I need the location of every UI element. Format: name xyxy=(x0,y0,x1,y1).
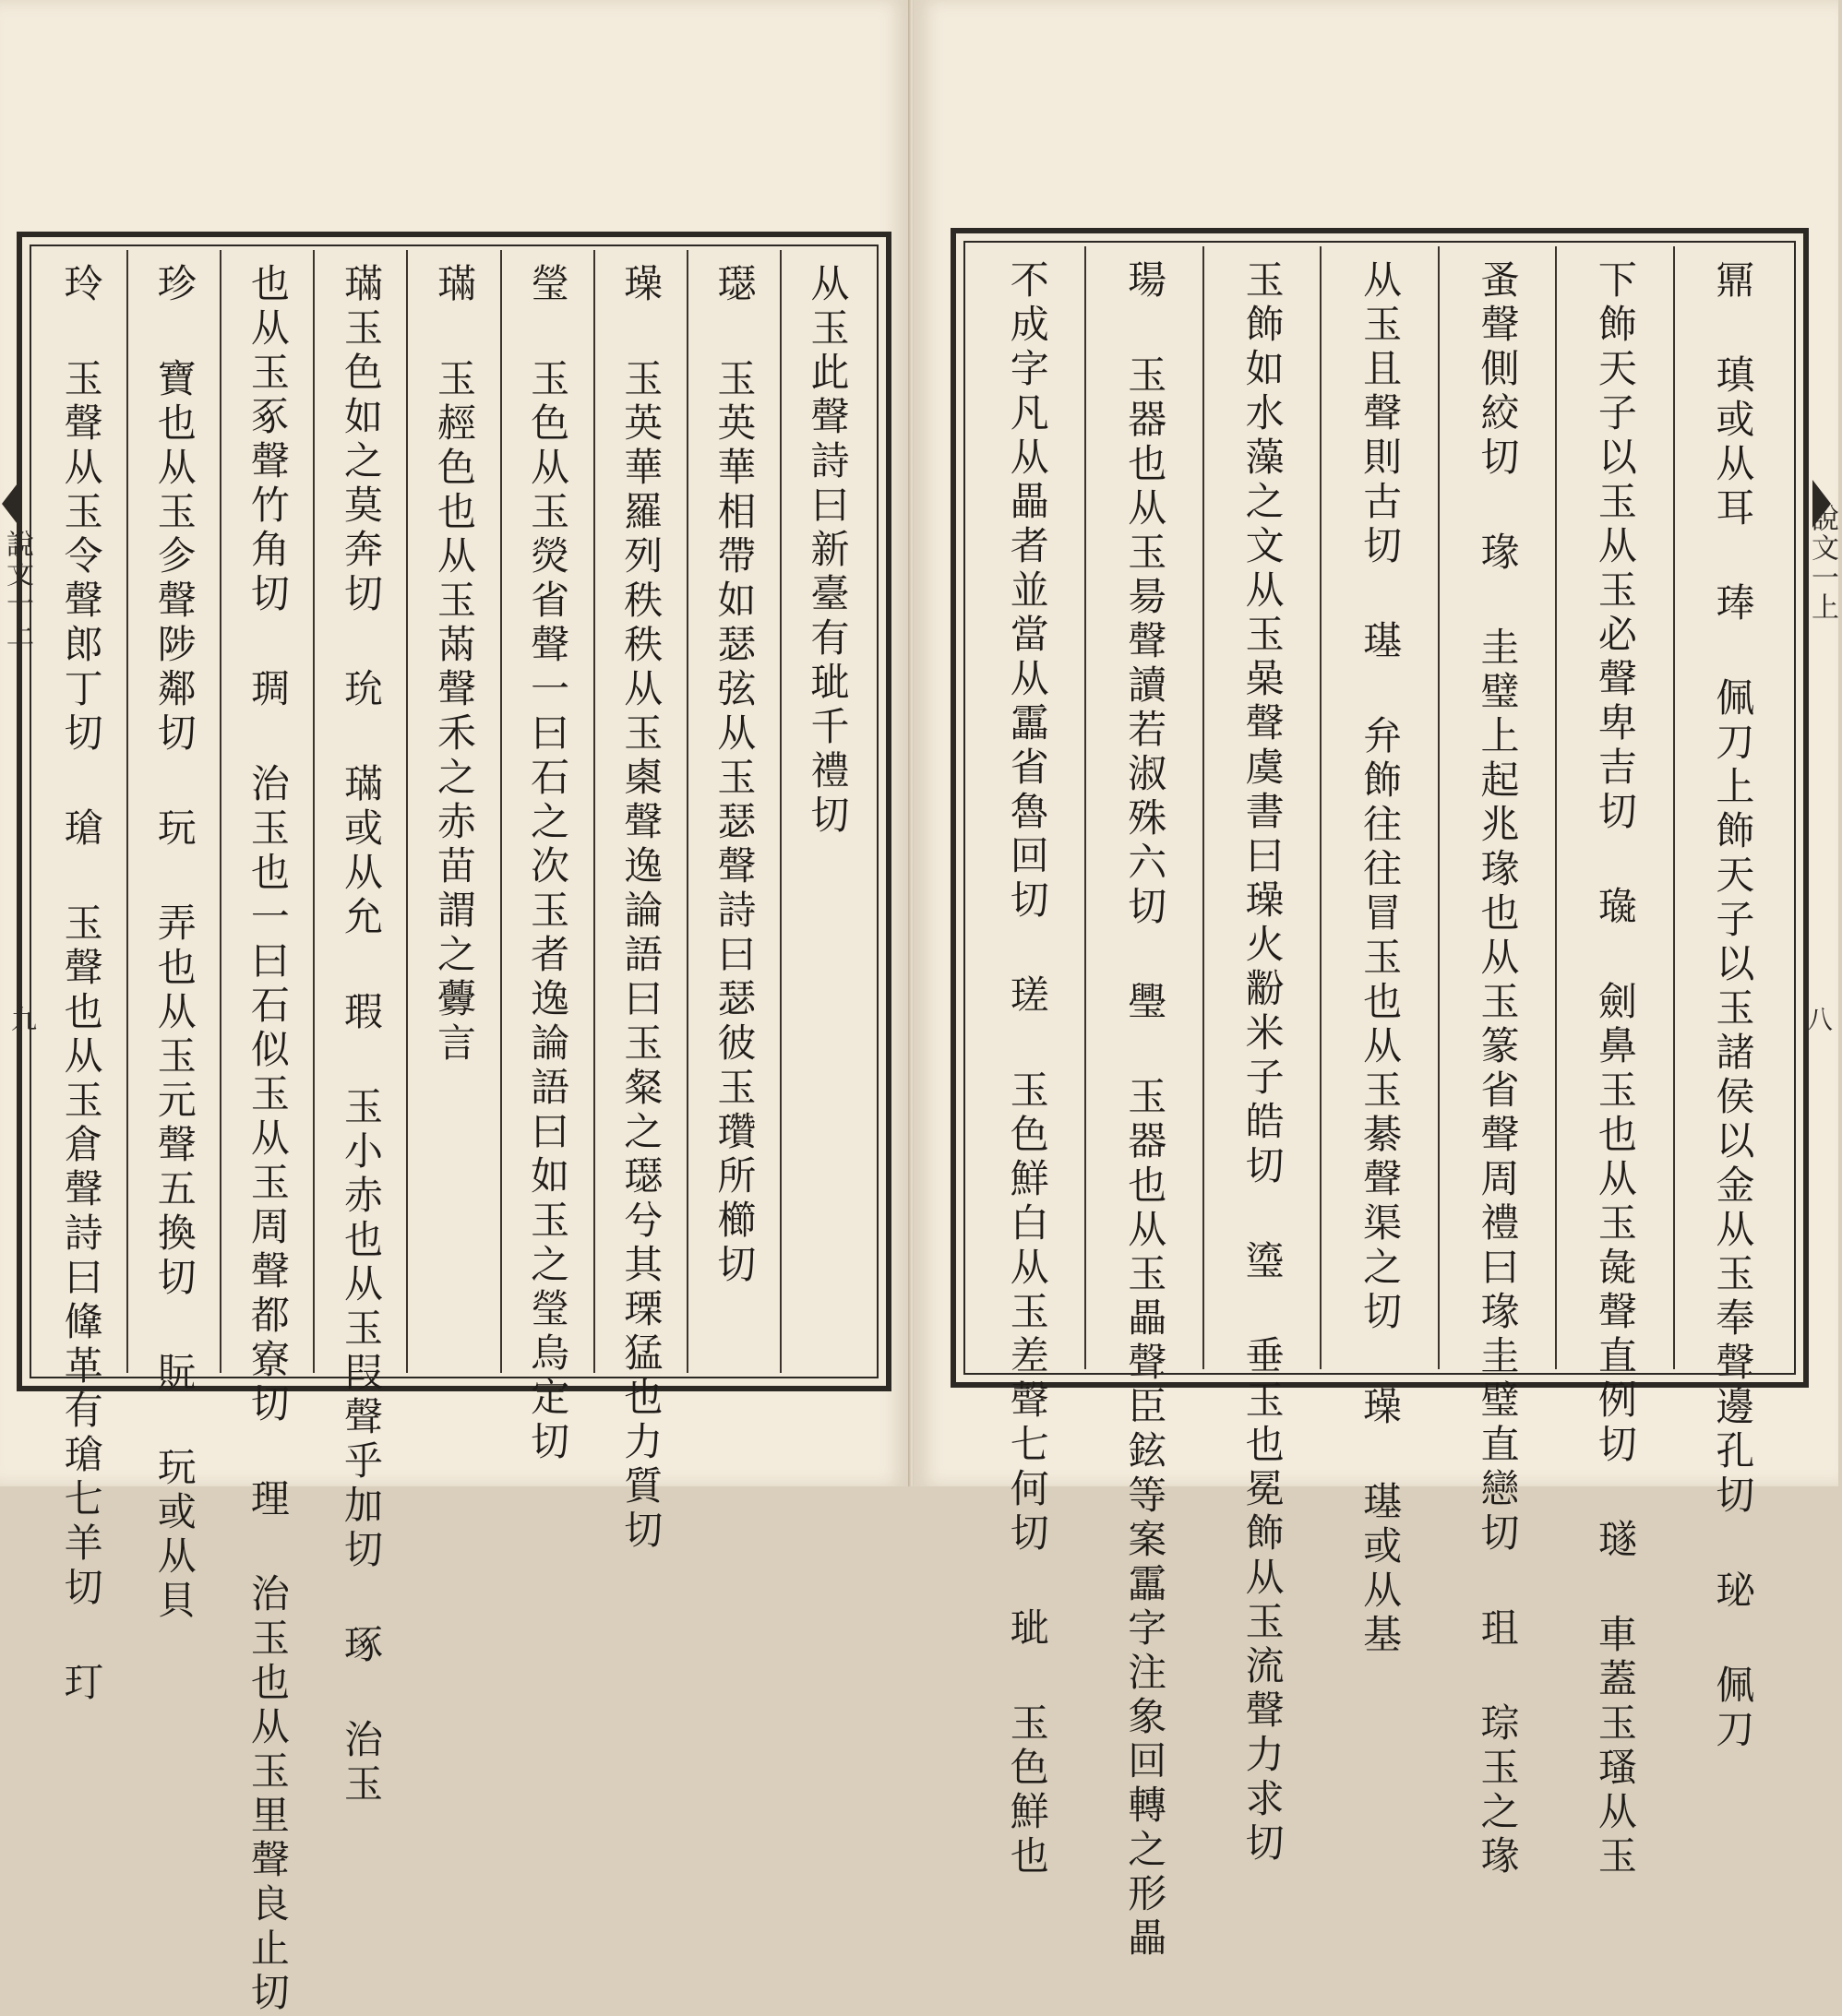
column-text: 瑩 玉色从玉熒省聲一曰石之次玉者逸論語曰如玉之瑩烏定切 xyxy=(525,263,571,1465)
column-text: 玲 玉聲从玉令聲郎丁切 瑲 玉聲也从玉倉聲詩曰鞗革有瑲七羊切 玎 xyxy=(58,263,104,1706)
left-page xyxy=(0,0,910,2016)
text-column xyxy=(406,250,499,1373)
fishtail-mark xyxy=(2,480,20,528)
right-columns xyxy=(969,246,1790,1962)
text-column xyxy=(1438,246,1555,1879)
column-text: 下飾天子以玉从玉必聲卑吉切 璏 劍鼻玉也从玉彘聲直例切 璲 車蓋玉瑵从玉 xyxy=(1592,259,1638,1879)
left-columns xyxy=(35,250,873,2016)
text-column xyxy=(1202,246,1320,1867)
right-text-frame xyxy=(951,228,1809,1962)
text-column xyxy=(687,250,780,1373)
column-text: 也从玉豖聲竹角切 琱 治玉也一曰石似玉从玉周聲都寮切 理 治玉也从玉里聲良止切 xyxy=(245,263,291,2016)
right-page xyxy=(914,0,1838,1962)
left-text-frame xyxy=(17,232,891,2016)
text-column xyxy=(593,250,687,1554)
text-column xyxy=(1320,246,1437,1658)
page-number: 八 xyxy=(1803,1006,1834,1032)
column-text: 瑒 玉器也从玉昜聲讀若淑殊六切 璺 玉器也从玉畾聲臣鉉等案靁字注象回轉之形畾 xyxy=(1122,259,1168,1962)
margin-title: 說文一上 xyxy=(1,530,33,648)
page-number: 九 xyxy=(7,1006,38,1032)
column-text: 璱 玉英華相帶如瑟弦从玉瑟聲詩曰瑟彼玉瓚所櫛切 xyxy=(712,263,758,1288)
text-column xyxy=(1673,246,1790,1753)
column-text: 从玉此聲詩曰新臺有玼千禮切 xyxy=(805,263,851,839)
column-text: 不成字凡从畾者並當从靁省魯回切 瑳 玉色鮮白从玉差聲七何切 玼 玉色鮮也 xyxy=(1004,259,1050,1879)
text-column xyxy=(126,250,220,1624)
column-text: 蚤聲側絞切 瑑 圭璧上起兆瑑也从玉篆省聲周禮曰瑑圭璧直戀切 珇 琮玉之瑑 xyxy=(1475,259,1521,1879)
column-text: 璊 玉䞓色也从玉㒼聲禾之赤苗謂之虋言 xyxy=(432,263,478,1067)
text-column xyxy=(35,250,126,1706)
column-text: 璪 玉英華羅列秩秩从玉㮚聲逸論語曰玉粲之璱兮其瑮猛也力質切 xyxy=(618,263,664,1554)
text-column xyxy=(1084,246,1202,1962)
text-column xyxy=(780,250,873,1373)
text-column xyxy=(1555,246,1672,1879)
column-text: 从玉且聲則古切 璂 弁飾往往冒玉也从玉綦聲渠之切 璪 璂或从基 xyxy=(1358,259,1404,1658)
text-column xyxy=(969,246,1084,1879)
text-column xyxy=(500,250,593,1465)
text-column xyxy=(220,250,313,2016)
column-text: 珍 寶也从玉㐱聲陟鄰切 玩 弄也从玉元聲五換切 貦 玩或从貝 xyxy=(151,263,197,1624)
text-column xyxy=(313,250,406,1807)
column-text: 璊玉色如之莫奔切 玧 璊或从允 瑕 玉小赤也从玉叚聲乎加切 琢 治玉 xyxy=(338,263,384,1807)
column-text: 玉飾如水藻之文从玉喿聲虞書曰璪火黺米子皓切 瑬 垂玉也冕飾从玉流聲力求切 xyxy=(1239,259,1286,1867)
margin-title: 說文一上 xyxy=(1806,504,1838,622)
column-text: 鼏 瑱或从耳 琫 佩刀上飾天子以玉諸侯以金从玉奉聲邊孔切 珌 佩刀 xyxy=(1710,259,1756,1753)
